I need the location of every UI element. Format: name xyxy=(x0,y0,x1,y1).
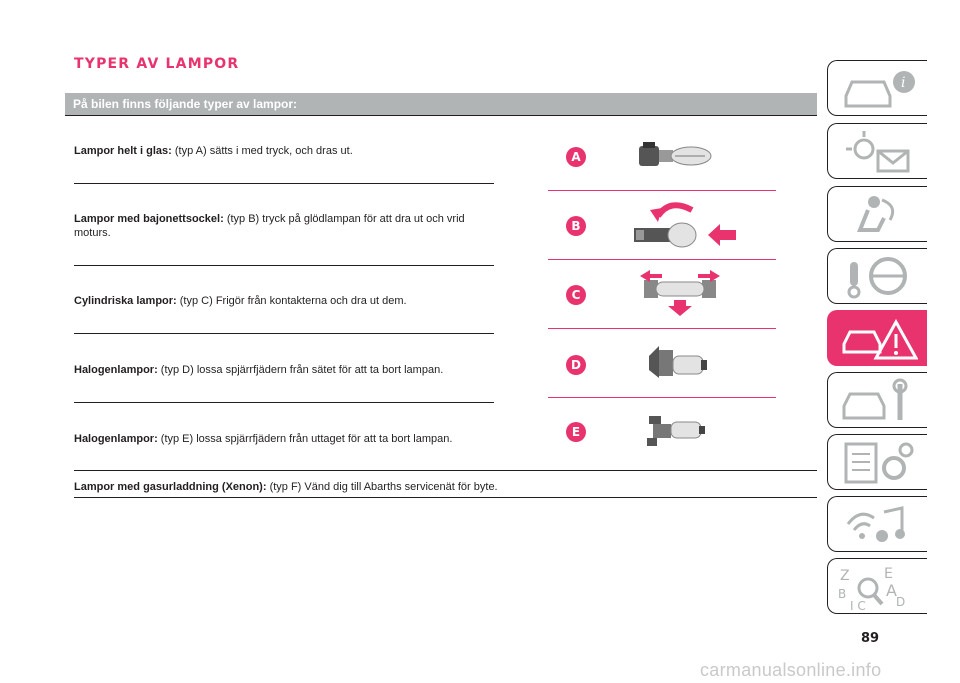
entry-text: (typ A) sätts i med tryck, och dras ut. xyxy=(171,145,353,157)
side-tab-safety[interactable] xyxy=(827,186,927,242)
halogen-h1-bulb-icon xyxy=(645,408,715,454)
svg-text:A: A xyxy=(886,581,897,600)
lamp-letter-b: B xyxy=(566,216,586,236)
divider xyxy=(74,470,817,471)
entry-text: (typ D) lossa spjärrfjädern från sätet för att ta bort lampan. xyxy=(157,364,444,376)
lamp-letter-c: C xyxy=(566,285,586,305)
side-tab-index[interactable] xyxy=(827,558,927,614)
index-search-icon xyxy=(838,564,918,612)
entry-type-f xyxy=(74,480,817,494)
divider xyxy=(74,333,494,334)
entry-label: Lampor med gasurladdning (Xenon): xyxy=(74,481,267,493)
multimedia-icon xyxy=(838,502,918,548)
svg-text:Z: Z xyxy=(840,568,850,584)
svg-text:E: E xyxy=(884,566,893,582)
svg-text:I C: I C xyxy=(850,599,866,612)
entry-label: Halogenlampor: xyxy=(74,364,158,376)
divider xyxy=(74,265,494,266)
subheader-divider xyxy=(65,115,817,116)
entry-type-b xyxy=(74,212,494,240)
svg-text:i: i xyxy=(901,75,906,91)
watermark: carmanualsonline.info xyxy=(700,660,882,680)
car-maintenance-icon xyxy=(838,378,918,424)
car-breakdown-warning-icon xyxy=(838,316,918,362)
entry-text: (typ E) lossa spjärrfjädern från uttaget för att ta bort lampan. xyxy=(157,433,453,445)
warning-lights-message-icon xyxy=(838,129,918,175)
specifications-gear-icon xyxy=(838,440,918,486)
section-subheader: På bilen finns följande typer av lampor: xyxy=(65,93,817,115)
lamp-divider xyxy=(548,397,776,398)
entry-label: Halogenlampor: xyxy=(74,433,158,445)
bayonet-bulb-icon xyxy=(630,196,740,254)
halogen-bulb-icon xyxy=(645,340,715,388)
divider xyxy=(74,402,494,403)
lamp-divider xyxy=(548,328,776,329)
glass-wedge-bulb-icon xyxy=(635,140,715,176)
side-tab-multimedia[interactable] xyxy=(827,496,927,552)
seat-airbag-icon xyxy=(838,192,918,238)
side-tab-emergency[interactable] xyxy=(827,310,927,366)
side-tab-specifications[interactable] xyxy=(827,434,927,490)
entry-text: (typ B) tryck på glödlampan för att dra ut och vrid moturs. xyxy=(74,213,465,239)
entry-type-e xyxy=(74,432,494,446)
page-number: 89 xyxy=(860,631,880,646)
lamp-letter-a: A xyxy=(566,147,586,167)
car-info-icon xyxy=(838,66,918,112)
side-tab-starting-driving[interactable] xyxy=(827,248,927,304)
lamp-divider xyxy=(548,259,776,260)
entry-label: Cylindriska lampor: xyxy=(74,295,177,307)
side-tab-car-info[interactable] xyxy=(827,60,927,116)
entry-type-d xyxy=(74,363,494,377)
side-tab-maintenance[interactable] xyxy=(827,372,927,428)
svg-text:B: B xyxy=(838,587,847,601)
divider xyxy=(74,183,494,184)
side-tab-warning-lights[interactable] xyxy=(827,123,927,179)
page-title: TYPER AV LAMPOR xyxy=(74,56,240,72)
entry-type-c xyxy=(74,294,494,308)
entry-label: Lampor helt i glas: xyxy=(74,145,172,157)
entry-text: (typ C) Frigör från kontakterna och dra ut dem. xyxy=(176,295,407,307)
divider xyxy=(74,497,817,498)
lamp-letter-d: D xyxy=(566,355,586,375)
festoon-bulb-icon xyxy=(640,270,720,316)
lamp-divider xyxy=(548,190,776,191)
entry-text: (typ F) Vänd dig till Abarths servicenät för byte. xyxy=(266,481,498,493)
key-steering-wheel-icon xyxy=(838,254,918,300)
entry-label: Lampor med bajonettsockel: xyxy=(74,213,224,225)
entry-type-a xyxy=(74,144,494,158)
lamp-letter-e: E xyxy=(566,422,586,442)
svg-text:D: D xyxy=(896,595,906,609)
